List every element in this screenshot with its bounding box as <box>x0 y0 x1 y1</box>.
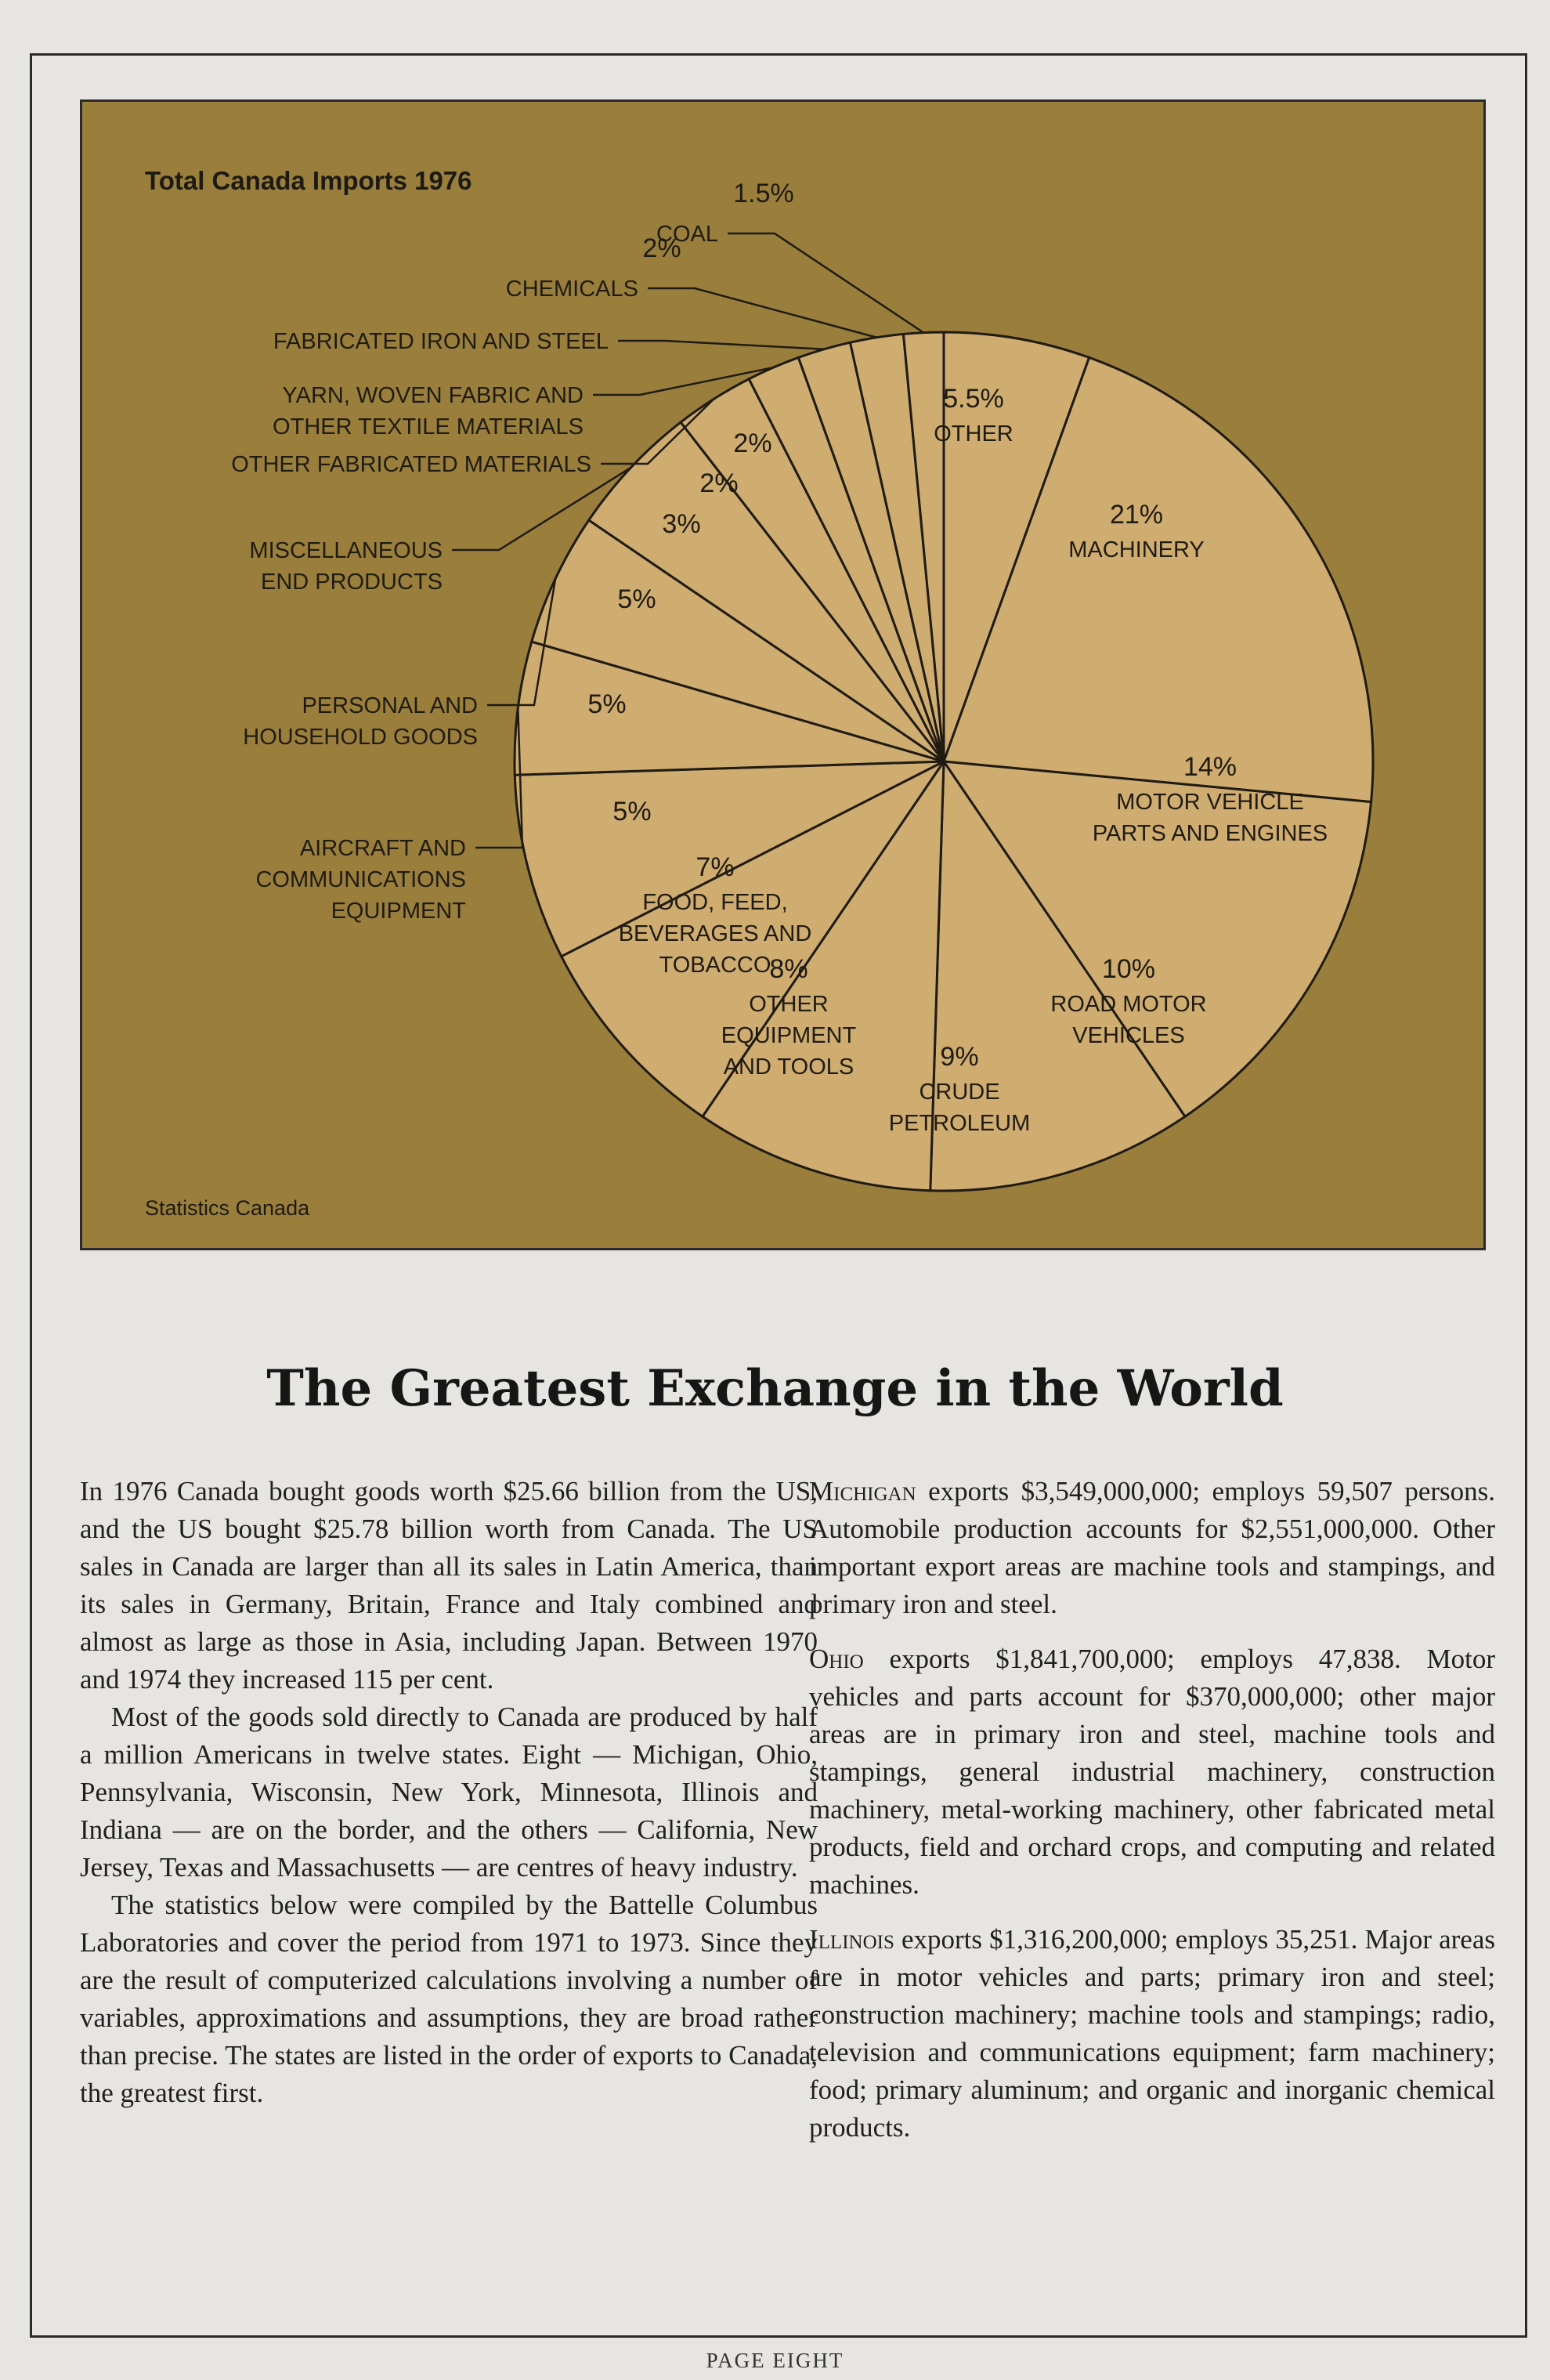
slice-name-label: ROAD MOTOR <box>1050 992 1207 1017</box>
slice-name-label: PARTS AND ENGINES <box>1092 821 1328 846</box>
slice-name-label: TOBACCO <box>659 953 771 978</box>
paragraph-intro: In 1976 Canada bought goods worth $25.66 billion from the US, and the US bought $25.78 billion worth from Canada. The US sales in Canada are larger than all its sales in Latin America, than its sales in Germany, Britain, France and Italy combined and almost as large as those in Asia, including Japan. Between 1970 and 1974 they increased 115 per cent. <box>80 1476 818 1695</box>
page-footer: PAGE EIGHT <box>706 2349 844 2372</box>
slice-name-label: FOOD, FEED, <box>642 890 788 915</box>
slice-name-label: OTHER <box>934 421 1013 447</box>
slice-name-label: FABRICATED IRON AND STEEL <box>273 329 609 354</box>
slice-name-label: CHEMICALS <box>505 277 638 302</box>
slice-name-label: AND TOOLS <box>723 1054 854 1080</box>
chart-title: Total Canada Imports 1976 <box>145 166 472 195</box>
state-name-ohio: Ohio <box>809 1644 864 1674</box>
slice-value-label: 5% <box>617 584 656 614</box>
slice-value-label: 7% <box>696 852 735 882</box>
slice-name-label: MOTOR VEHICLE <box>1116 790 1304 815</box>
paragraph-michigan <box>809 1473 1495 1623</box>
ohio-text: exports $1,841,700,000; employs 47,838. Motor vehicles and parts account for $370,000,000; other major areas are in primary iron and steel, machine tools and stampings, general industrial machinery, construction machinery, metal-working machinery, other fabricated metal products, field and orchard crops, and computing and related machines. <box>809 1644 1495 1900</box>
slice-name-label: END PRODUCTS <box>260 570 443 595</box>
paragraph-statistics: The statistics below were compiled by the Battelle Columbus Laboratories and cover the period from 1971 to 1973. Since they are the result of computerized calculations involving a number of variables, approximations and assumptions, they are broad rather than precise. The states are listed in the order of exports to Canada, the greatest first. <box>80 1890 818 2108</box>
state-name-michigan: Michigan <box>809 1476 916 1506</box>
slice-value-label: 5% <box>587 689 627 719</box>
slice-name-label: CRUDE <box>919 1080 1000 1105</box>
slice-name-label: EQUIPMENT <box>331 899 466 924</box>
paragraph-ohio <box>809 1640 1495 1904</box>
left-column <box>80 1473 818 2112</box>
slice-value-label: 14% <box>1183 752 1237 782</box>
slice-value-label: 1.5% <box>733 179 794 208</box>
pie-chart <box>82 102 1483 1248</box>
slice-value-label: 2% <box>699 468 739 498</box>
slice-name-label: COMMUNICATIONS <box>255 867 466 892</box>
illinois-text: exports $1,316,200,000; employs 35,251. Major areas are in motor vehicles and parts; primary iron and steel; construction machinery; machine tools and stampings; radio, television and communications equipment; farm machinery; food; primary aluminum; and organic and inorganic chemical products. <box>809 1924 1495 2143</box>
slice-name-label: YARN, WOVEN FABRIC AND <box>282 383 584 408</box>
slice-name-label: EQUIPMENT <box>721 1023 857 1048</box>
paragraph-illinois <box>809 1921 1495 2147</box>
slice-value-label: 3% <box>662 509 701 539</box>
slice-value-label: 10% <box>1101 954 1156 984</box>
slice-name-label: AIRCRAFT AND <box>299 836 466 861</box>
state-name-illinois: Illinois <box>809 1924 894 1955</box>
slice-name-label: MACHINERY <box>1068 537 1205 562</box>
slice-name-label: HOUSEHOLD GOODS <box>243 725 478 750</box>
leader-line <box>648 288 876 338</box>
slice-value-label: 2% <box>642 233 681 263</box>
slice-name-label: OTHER <box>749 992 829 1017</box>
slice-value-label: 5.5% <box>943 384 1004 414</box>
slice-name-label: PERSONAL AND <box>302 693 478 718</box>
leader-line <box>618 341 824 349</box>
chart-panel <box>80 99 1486 1250</box>
slice-name-label: BEVERAGES AND <box>618 921 812 946</box>
slice-name-label: OTHER FABRICATED MATERIALS <box>231 452 591 477</box>
slice-name-label: OTHER TEXTILE MATERIALS <box>273 414 584 439</box>
slice-value-label: 2% <box>733 429 772 458</box>
leader-line <box>728 233 923 333</box>
slice-value-label: 9% <box>940 1042 979 1072</box>
right-column <box>809 1473 1495 2147</box>
slice-value-label: 8% <box>769 954 808 984</box>
slice-value-label: 21% <box>1109 500 1164 530</box>
slice-value-label: 5% <box>612 797 652 826</box>
slice-name-label: PETROLEUM <box>888 1111 1031 1136</box>
slice-name-label: COAL <box>656 222 718 247</box>
slice-name-label: VEHICLES <box>1072 1023 1185 1048</box>
paragraph-states: Most of the goods sold directly to Canada are produced by half a million Americans in twelve states. Eight — Michigan, Ohio, Pennsylvania, Wisconsin, New York, Minnesota, Illinois and Indiana — are on the border, and the others — California, New Jersey, Texas and Massachusetts — are centres of heavy industry. <box>80 1702 818 1883</box>
chart-source: Statistics Canada <box>145 1196 310 1220</box>
article-headline: The Greatest Exchange in the World <box>266 1359 1284 1418</box>
slice-name-label: MISCELLANEOUS <box>249 538 443 563</box>
michigan-text: exports $3,549,000,000; employs 59,507 persons. Automobile production accounts for $2,551,000,000. Other important export areas are machine tools and stampings, and primary iron and steel. <box>809 1476 1495 1619</box>
